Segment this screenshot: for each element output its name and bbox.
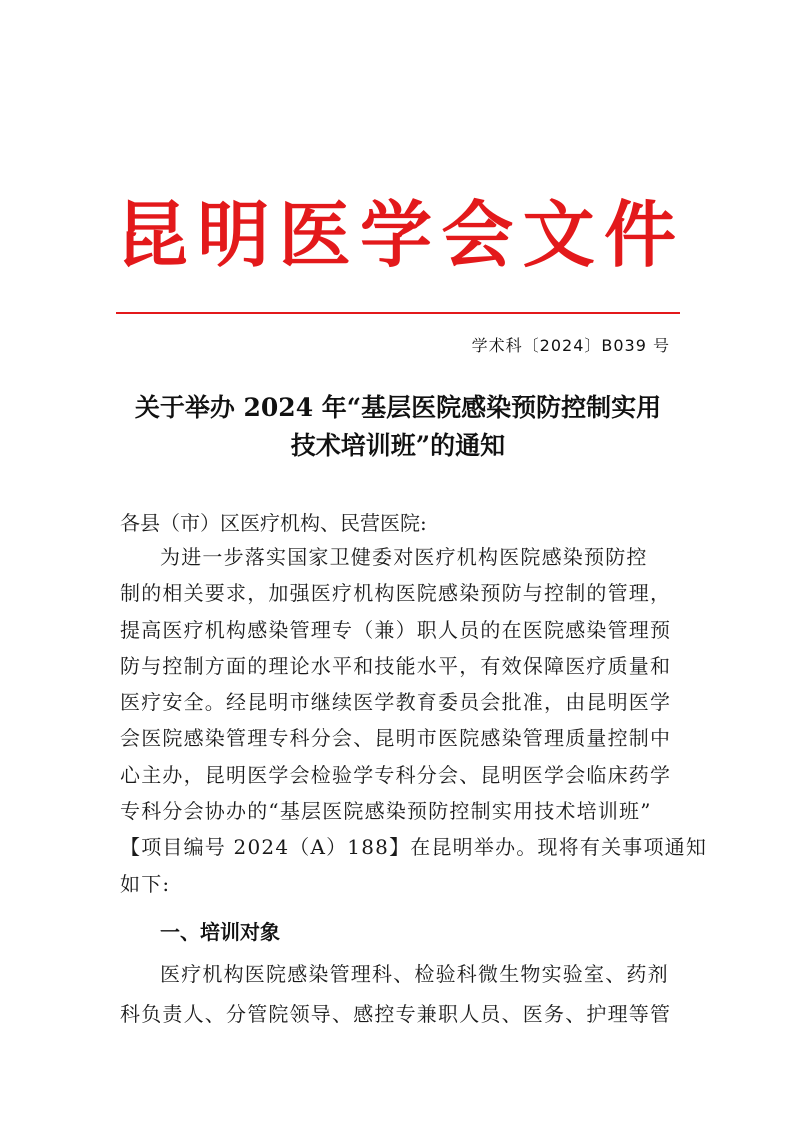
letterhead-char: 件 <box>603 193 676 277</box>
paragraph-line: 防与控制方面的理论水平和技能水平，有效保障医疗质量和 <box>120 653 672 678</box>
section-heading: 一、培训对象 <box>160 920 280 944</box>
letterhead-char: 会 <box>441 193 514 277</box>
paragraph-line: 【项目编号 2024（A）188】在昆明举办。现将有关事项通知 <box>120 835 708 860</box>
paragraph-line: 提高医疗机构感染管理专（兼）职人员的在医院感染管理预 <box>120 617 672 642</box>
paragraph-line: 制的相关要求，加强医疗机构医院感染预防与控制的管理， <box>120 581 672 606</box>
paragraph-line: 专科分会协办的“基层医院感染预防控制实用技术培训班” <box>120 799 652 824</box>
document-title <box>116 389 680 465</box>
title-line: 关于举办 2024 年“基层医院感染预防控制实用 <box>134 393 662 422</box>
letterhead-char: 医 <box>278 193 351 277</box>
letterhead <box>116 190 676 280</box>
paragraph-line: 为进一步落实国家卫健委对医疗机构医院感染预防控 <box>160 545 648 569</box>
paragraph-line: 会医院感染管理专科分会、昆明市医院感染管理质量控制中 <box>120 726 672 751</box>
paragraph-line: 心主办，昆明医学会检验学专科分会、昆明医学会临床药学 <box>120 762 672 787</box>
paragraph-line: 如下: <box>120 871 171 896</box>
letterhead-char: 文 <box>522 193 595 277</box>
body-paragraph <box>120 539 708 902</box>
section-paragraph <box>120 954 680 1034</box>
title-line: 技术培训班”的通知 <box>290 431 506 460</box>
document-number: 学术科〔2024〕B039 号 <box>471 336 670 355</box>
letterhead-char: 学 <box>359 193 432 277</box>
paragraph-line: 科负责人、分管院领导、感控专兼职人员、医务、护理等管 <box>120 1002 672 1026</box>
letterhead-divider <box>116 312 680 314</box>
salutation: 各县（市）区医疗机构、民营医院: <box>120 511 427 535</box>
paragraph-line: 医疗机构医院感染管理科、检验科微生物实验室、药剂 <box>160 962 669 986</box>
letterhead-char: 昆 <box>116 193 189 277</box>
letterhead-char: 明 <box>197 193 270 277</box>
paragraph-line: 医疗安全。经昆明市继续医学教育委员会批准，由昆明医学 <box>120 690 672 715</box>
